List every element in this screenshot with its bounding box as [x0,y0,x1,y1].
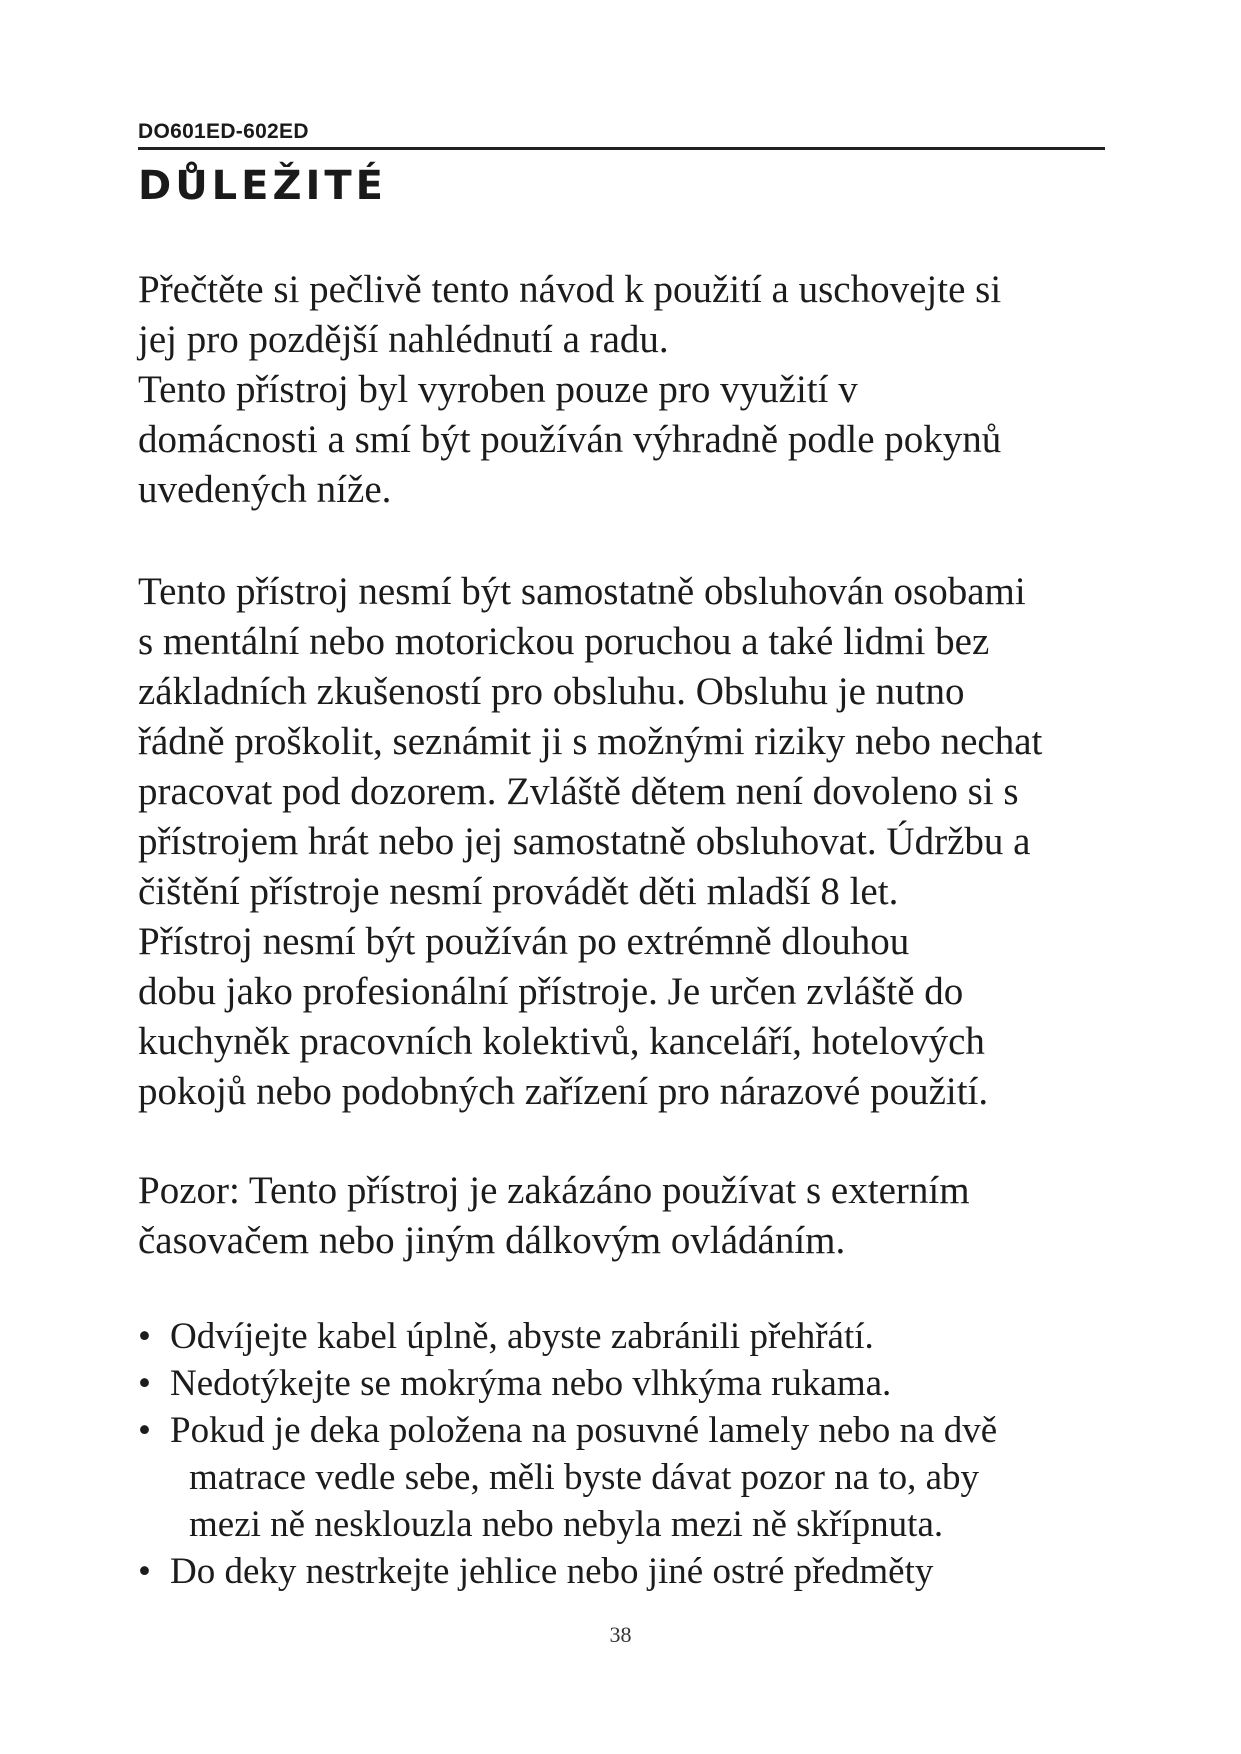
text-line: pokojů nebo podobných zařízení pro nárazové použití. [138,1070,989,1113]
paragraph-intro [138,265,1118,515]
text-line: kuchyněk pracovních kolektivů, kanceláří, hotelových [138,1020,985,1063]
page-number: 38 [609,1622,632,1647]
bullet-icon: • [138,1316,151,1357]
text-line: Pozor: Tento přístroj je zakázáno používat s externím [138,1169,970,1212]
text-line: domácnosti a smí být používán výhradně podle pokynů [138,418,1002,461]
text-line: pracovat pod dozorem. Zvláště dětem není dovoleno si s [138,770,1019,813]
text-line: uvedených níže. [138,468,392,511]
list-item [138,1548,1118,1595]
paragraph-warning [138,1166,1118,1266]
text-line: řádně proškolit, seznámit ji s možnými riziky nebo nechat [138,720,1043,763]
text-line: Tento přístroj byl vyroben pouze pro využití v [138,368,858,411]
header-rule [138,147,1105,150]
paragraph-safety [138,567,1118,1117]
model-number: DO601ED-602ED [138,120,309,143]
text-line: čištění přístroje nesmí provádět děti mladší 8 let. [138,870,899,913]
text-line: matrace vedle sebe, měli byste dávat pozor na to, aby [189,1457,980,1498]
text-line: časovačem nebo jiným dálkovým ovládáním. [138,1219,846,1262]
text-line: Odvíjejte kabel úplně, abyste zabránili přehřátí. [170,1316,874,1357]
bullet-icon: • [138,1363,151,1404]
text-line: s mentální nebo motorickou poruchou a také lidmi bez [138,620,990,663]
text-line: Tento přístroj nesmí být samostatně obsluhován osobami [138,570,1026,613]
text-line: mezi ně nesklouzla nebo nebyla mezi ně skřípnuta. [189,1504,944,1545]
page-title: DŮLEŽITÉ [138,163,387,209]
text-line: Pokud je deka položena na posuvné lamely nebo na dvě [170,1410,998,1451]
text-line: Přístroj nesmí být používán po extrémně dlouhou [138,920,910,963]
bullet-list [138,1313,1118,1595]
list-item [138,1360,1118,1407]
text-line: Nedotýkejte se mokrýma nebo vlhkýma rukama. [170,1363,892,1404]
text-line: jej pro pozdější nahlédnutí a radu. [138,318,669,361]
bullet-icon: • [138,1410,151,1451]
text-line: Přečtěte si pečlivě tento návod k použití a uschovejte si [138,268,1002,311]
list-item [138,1313,1118,1360]
text-line: základních zkušeností pro obsluhu. Obsluhu je nutno [138,670,965,713]
text-line: dobu jako profesionální přístroje. Je určen zvláště do [138,970,964,1013]
text-line: přístrojem hrát nebo jej samostatně obsluhovat. Údržbu a [138,820,1031,863]
list-item [138,1407,1118,1548]
text-line: Do deky nestrkejte jehlice nebo jiné ostré předměty [170,1551,934,1592]
bullet-icon: • [138,1551,151,1592]
